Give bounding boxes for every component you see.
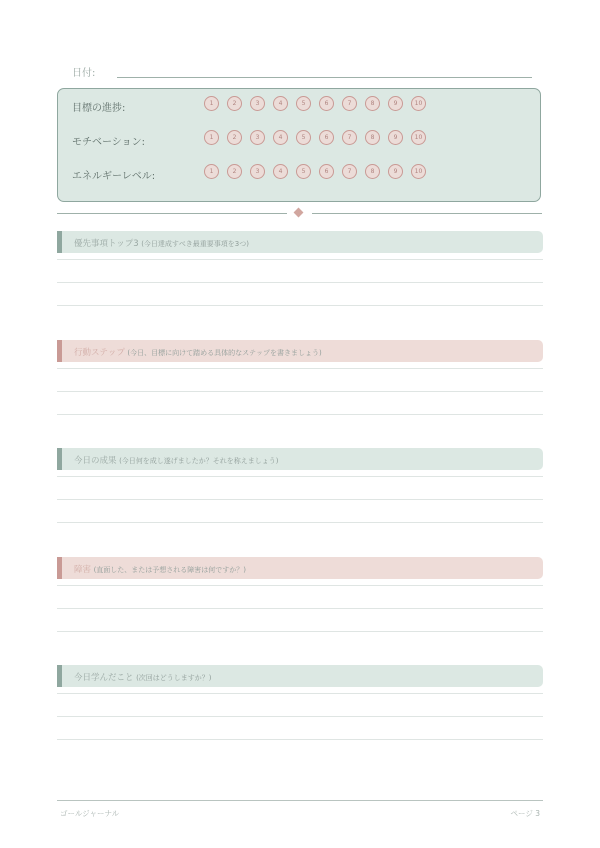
rating-circle[interactable]: 8	[365, 164, 380, 179]
section-accent	[57, 231, 62, 253]
rating-circle[interactable]: 10	[411, 164, 426, 179]
divider-right	[312, 213, 542, 214]
writing-line[interactable]	[57, 305, 543, 306]
section-title: 今日学んだこと	[74, 673, 134, 683]
section-subtitle: (今日何を成し遂げましたか？それを称えましょう)	[119, 457, 279, 465]
rating-circle[interactable]: 6	[319, 96, 334, 111]
date-input-line[interactable]	[117, 77, 532, 78]
writing-line[interactable]	[57, 693, 543, 694]
rating-circle[interactable]: 3	[250, 130, 265, 145]
rating-circle[interactable]: 4	[273, 164, 288, 179]
rating-circle[interactable]: 5	[296, 130, 311, 145]
diamond-ornament-icon	[294, 208, 304, 218]
section-todays-learnings	[57, 665, 543, 687]
writing-line[interactable]	[57, 631, 543, 632]
divider-left	[57, 213, 287, 214]
rating-circle[interactable]: 7	[342, 96, 357, 111]
writing-line[interactable]	[57, 414, 543, 415]
rating-circle[interactable]: 9	[388, 130, 403, 145]
rating-circle[interactable]: 3	[250, 96, 265, 111]
rating-circle[interactable]: 2	[227, 96, 242, 111]
footer-journal-name: ゴールジャーナル	[60, 809, 120, 818]
section-title: 今日の成果	[74, 456, 117, 466]
section-accent	[57, 448, 62, 470]
rating-circle[interactable]: 2	[227, 164, 242, 179]
tracker-row-motivation	[72, 130, 532, 150]
date-label: 日付:	[72, 68, 96, 79]
tracker-row-progress	[72, 96, 532, 116]
rating-circle[interactable]: 10	[411, 130, 426, 145]
rating-circle[interactable]: 4	[273, 130, 288, 145]
rating-circle[interactable]: 1	[204, 130, 219, 145]
rating-circle[interactable]: 5	[296, 96, 311, 111]
daily-tracker-box	[57, 88, 541, 202]
writing-line[interactable]	[57, 259, 543, 260]
section-action-steps	[57, 340, 543, 362]
tracker-row-energy	[72, 164, 532, 184]
section-accent	[57, 340, 62, 362]
rating-circle[interactable]: 2	[227, 130, 242, 145]
section-obstacles	[57, 557, 543, 579]
tracker-label-progress: 目標の進捗:	[72, 103, 126, 114]
footer-page-number: ページ 3	[510, 809, 540, 818]
section-title: 行動ステップ	[74, 348, 125, 358]
section-subtitle: (次回はどうしますか？)	[136, 674, 212, 682]
rating-circle[interactable]: 1	[204, 96, 219, 111]
rating-circle[interactable]: 6	[319, 164, 334, 179]
footer-divider	[57, 800, 543, 801]
writing-line[interactable]	[57, 608, 543, 609]
rating-circle[interactable]: 10	[411, 96, 426, 111]
section-header	[57, 557, 543, 579]
writing-line[interactable]	[57, 476, 543, 477]
tracker-label-energy: エネルギーレベル:	[72, 171, 156, 182]
section-title: 障害	[74, 565, 92, 575]
rating-circle[interactable]: 8	[365, 130, 380, 145]
writing-line[interactable]	[57, 716, 543, 717]
writing-line[interactable]	[57, 585, 543, 586]
rating-circle[interactable]: 7	[342, 164, 357, 179]
writing-line[interactable]	[57, 522, 543, 523]
section-header	[57, 665, 543, 687]
rating-circle[interactable]: 3	[250, 164, 265, 179]
rating-circle[interactable]: 4	[273, 96, 288, 111]
rating-circle[interactable]: 7	[342, 130, 357, 145]
date-row	[72, 62, 532, 80]
rating-circle[interactable]: 1	[204, 164, 219, 179]
writing-line[interactable]	[57, 499, 543, 500]
rating-circle[interactable]: 9	[388, 164, 403, 179]
writing-line[interactable]	[57, 368, 543, 369]
section-subtitle: (直面した、または予想される障害は何ですか？)	[93, 566, 247, 574]
section-top-priorities	[57, 231, 543, 253]
writing-line[interactable]	[57, 391, 543, 392]
section-subtitle: (今日達成すべき最重要事項を3つ)	[141, 240, 249, 248]
section-header	[57, 448, 543, 470]
rating-circle[interactable]: 5	[296, 164, 311, 179]
section-todays-achievements	[57, 448, 543, 470]
section-accent	[57, 665, 62, 687]
section-title: 優先事項トップ3	[74, 239, 139, 249]
writing-line[interactable]	[57, 282, 543, 283]
writing-line[interactable]	[57, 739, 543, 740]
section-subtitle: (今日、目標に向けて踏める具体的なステップを書きましょう)	[127, 349, 322, 357]
tracker-label-motivation: モチベーション:	[72, 137, 145, 148]
rating-circle[interactable]: 6	[319, 130, 334, 145]
section-header	[57, 340, 543, 362]
rating-circle[interactable]: 8	[365, 96, 380, 111]
section-accent	[57, 557, 62, 579]
rating-circle[interactable]: 9	[388, 96, 403, 111]
section-header	[57, 231, 543, 253]
